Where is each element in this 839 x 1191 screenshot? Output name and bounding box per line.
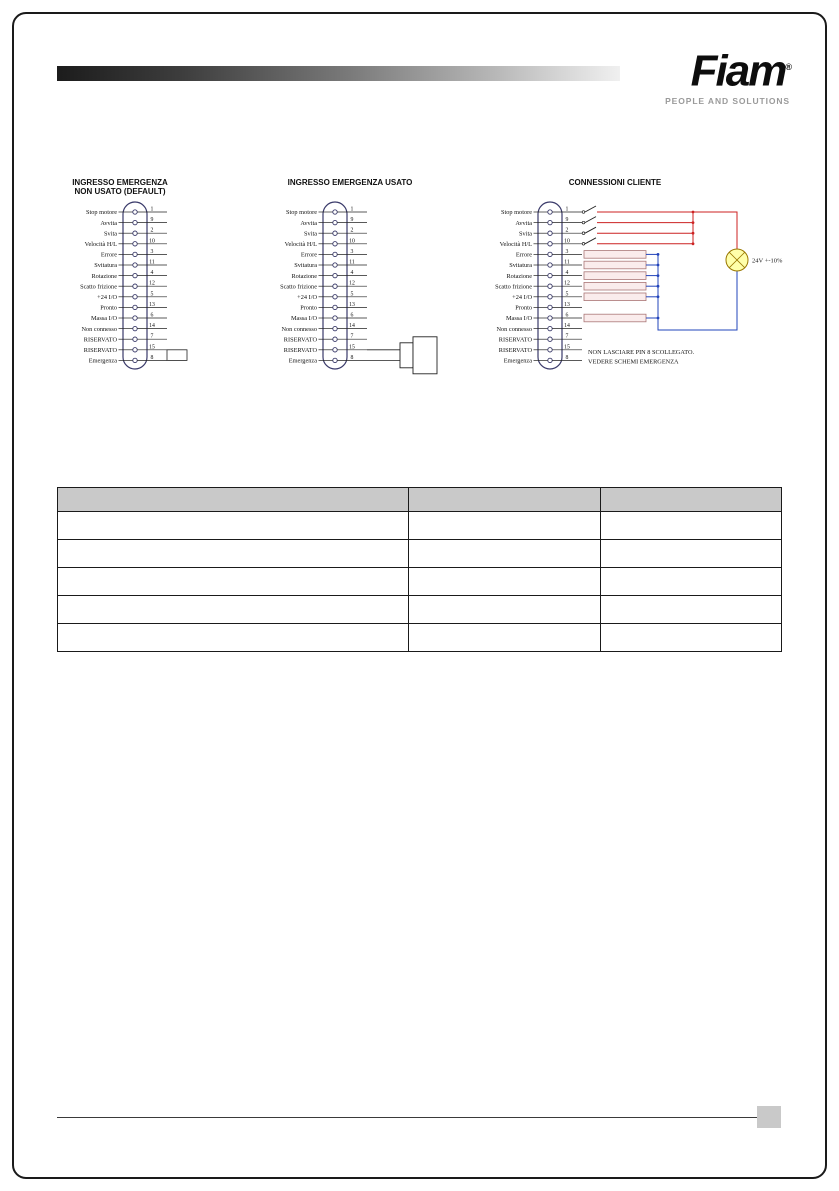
pin-circle [133,284,137,288]
pin-number: 13 [349,301,355,308]
pin-circle [133,273,137,277]
pin-label: Massa I/O [505,315,532,323]
pin-circle [133,326,137,330]
table-cell [58,512,409,540]
pin-circle [133,252,137,256]
pin-number: 8 [350,354,354,361]
pin-label: Avvita [300,219,317,227]
table-cell [601,540,782,568]
pin-label: Svitatura [94,262,117,270]
pin-label: Emergenza [503,357,532,365]
pin-label: +24 I/O [97,294,117,301]
pin-number: 7 [350,333,354,340]
pin-number: 1 [565,206,569,213]
pin-circle [333,284,337,288]
pin-number: 5 [565,291,569,298]
pin-label: Avvita [515,219,532,227]
pin-number: 4 [350,270,354,277]
pin-label: Scatto frizione [495,283,532,291]
pin-circle [133,263,137,267]
pin-label: Rotazione [291,272,317,280]
table-cell [58,624,409,652]
pin-circle [333,231,337,235]
wire-positive-feed [693,212,737,249]
pin-label: Svita [104,230,117,238]
pin-number: 5 [350,291,354,298]
table-cell [601,568,782,596]
switch-symbol [585,227,596,233]
pin-label: RISERVATO [283,336,317,344]
pin-number: 12 [349,280,355,287]
switch-symbol [585,217,596,223]
wire-negative-bus [658,254,737,330]
table-cell [409,624,601,652]
pin-number: 11 [349,259,355,266]
table-cell [601,512,782,540]
table-cell [58,596,409,624]
spec-table-wrap [57,487,781,652]
pin-number: 13 [149,301,155,308]
pin-number: 1 [150,206,154,213]
pin-number: 11 [149,259,155,266]
footer-rule [57,1117,757,1118]
pin-circle [133,210,137,214]
pin-number: 4 [565,270,569,277]
pin-label: Velocità H/L [284,241,317,248]
logo-brand-text: Fiam [690,46,786,96]
pin-number: 8 [565,354,569,361]
pin-number: 11 [564,259,570,266]
pin-label: Non connesso [496,325,532,333]
pin-label: Velocità H/L [84,241,117,248]
pin-circle [548,242,552,246]
pin-circle [548,295,552,299]
pin-label: RISERVATO [498,347,532,354]
table-cell [601,596,782,624]
connector-diagram-svg [255,172,470,387]
load-box [584,261,646,269]
table-row [58,568,782,596]
pin-label: Emergenza [88,357,117,365]
pin-circle [333,220,337,224]
pin-circle [333,252,337,256]
pin-circle [333,348,337,352]
table-cell [409,568,601,596]
load-box [584,251,646,259]
pin-label: Pronto [515,304,532,312]
table-header-cell [58,488,409,512]
pin-circle [133,231,137,235]
pin-circle [548,220,552,224]
pin-number: 14 [349,323,355,330]
load-box [584,293,646,301]
pin-label: Svita [304,230,317,238]
pin-label: Pronto [300,304,317,312]
table-header-cell [601,488,782,512]
pin-label: RISERVATO [283,347,317,354]
logo-brand [640,46,790,96]
pin-label: Scatto frizione [280,283,317,291]
connector-diagram-svg [470,172,815,387]
pin-circle [548,231,552,235]
diagram-title-line: INGRESSO EMERGENZA [72,178,168,187]
pin-circle [133,220,137,224]
pin-number: 15 [149,344,155,351]
fiam-logo [640,46,790,106]
diagram-emergency-input-used [255,172,470,387]
table-cell [58,540,409,568]
diagram-title-line: INGRESSO EMERGENZA USATO [287,178,413,187]
pin-circle [548,358,552,362]
switch-symbol [585,206,596,212]
pin-label: Errore [515,251,532,259]
pin-number: 2 [565,227,569,234]
pin-label: Stop motore [286,209,317,217]
table-header-cell [409,488,601,512]
pin-number: 12 [564,280,570,287]
load-box [584,314,646,322]
pin-number: 9 [350,217,354,224]
spec-table [57,487,782,652]
pin-number: 10 [149,238,155,245]
table-row [58,512,782,540]
diagram-title-line: CONNESSIONI CLIENTE [568,178,662,187]
pin-label: +24 I/O [512,294,532,301]
pin-circle [133,295,137,299]
pin-circle [133,337,137,341]
pin-number: 7 [150,333,154,340]
pin-label: RISERVATO [83,336,117,344]
pin-circle [133,305,137,309]
pin-number: 7 [565,333,569,340]
pin-label: Pronto [100,304,117,312]
note-text: VEDERE SCHEMI EMERGENZA [588,358,679,366]
switch-contact [582,211,585,214]
supply-voltage-label: 24V +-10% [752,257,783,265]
table-cell [409,512,601,540]
pin-label: Svita [519,230,532,238]
diagram-title-line: NON USATO (DEFAULT) [74,187,166,196]
table-cell [58,568,409,596]
pin-label: Stop motore [86,209,117,217]
pin-circle [333,316,337,320]
pin-label: Rotazione [506,272,532,280]
pin-label: RISERVATO [498,336,532,344]
pin-circle [333,358,337,362]
plug-connector [400,343,413,368]
pin-number: 14 [149,323,155,330]
pin-number: 2 [350,227,354,234]
pin-number: 3 [150,248,154,255]
diagram-customer-connections [470,172,815,387]
pin-circle [548,273,552,277]
pin-label: Non connesso [81,325,117,333]
pin-label: Velocità H/L [499,241,532,248]
pin-circle [133,242,137,246]
plug-connector-body [413,337,437,374]
pin-label: RISERVATO [83,347,117,354]
pin-circle [133,316,137,320]
pin-number: 12 [149,280,155,287]
pin-circle [333,273,337,277]
pin-circle [548,210,552,214]
pin-label: Svitatura [509,262,532,270]
table-row [58,624,782,652]
pin-label: Avvita [100,219,117,227]
pin-circle [133,348,137,352]
pin-circle [548,263,552,267]
pin-number: 2 [150,227,154,234]
pin-label: Errore [300,251,317,259]
pin-label: Stop motore [501,209,532,217]
switch-contact [582,221,585,224]
load-box [584,282,646,290]
pin-label: Errore [100,251,117,259]
table-cell [409,540,601,568]
pin-label: Emergenza [288,357,317,365]
diagram-emergency-input-not-used [55,172,255,387]
pin-label: Rotazione [91,272,117,280]
pin-label: Massa I/O [290,315,317,323]
pin-number: 6 [350,312,354,319]
pin-number: 9 [150,217,154,224]
pin-number: 15 [349,344,355,351]
logo-tagline: PEOPLE AND SOLUTIONS [665,95,790,106]
pin-number: 6 [150,312,154,319]
jumper-link [167,350,187,361]
pin-label: Svitatura [294,262,317,270]
table-row [58,540,782,568]
table-cell [409,596,601,624]
pin-label: Scatto frizione [80,283,117,291]
pin-number: 15 [564,344,570,351]
pin-circle [333,326,337,330]
pin-circle [548,305,552,309]
pin-circle [548,326,552,330]
switch-symbol [585,238,596,244]
pin-circle [548,316,552,320]
header-gradient-bar [57,66,620,81]
pin-number: 10 [564,238,570,245]
pin-circle [333,210,337,214]
switch-contact [582,243,585,246]
pin-number: 13 [564,301,570,308]
pin-circle [333,305,337,309]
pin-number: 9 [565,217,569,224]
pin-circle [133,358,137,362]
pin-number: 1 [350,206,354,213]
switch-contact [582,232,585,235]
pin-circle [548,348,552,352]
pin-number: 8 [150,354,154,361]
connector-diagram-svg [55,172,255,387]
pin-label: Massa I/O [90,315,117,323]
note-text: NON LASCIARE PIN 8 SCOLLEGATO. [588,349,695,356]
pin-number: 4 [150,270,154,277]
load-box [584,272,646,280]
pin-circle [333,263,337,267]
pin-circle [548,337,552,341]
footer-page-box [757,1106,781,1128]
pin-number: 10 [349,238,355,245]
table-header-row [58,488,782,512]
table-cell [601,624,782,652]
pin-label: +24 I/O [297,294,317,301]
pin-circle [333,242,337,246]
pin-circle [333,295,337,299]
pin-label: Non connesso [281,325,317,333]
pin-circle [548,252,552,256]
table-row [58,596,782,624]
pin-circle [548,284,552,288]
pin-number: 5 [150,291,154,298]
pin-circle [333,337,337,341]
pin-number: 3 [350,248,354,255]
pin-number: 6 [565,312,569,319]
pin-number: 14 [564,323,570,330]
pin-number: 3 [565,248,569,255]
registered-trademark-icon: ® [785,62,790,72]
